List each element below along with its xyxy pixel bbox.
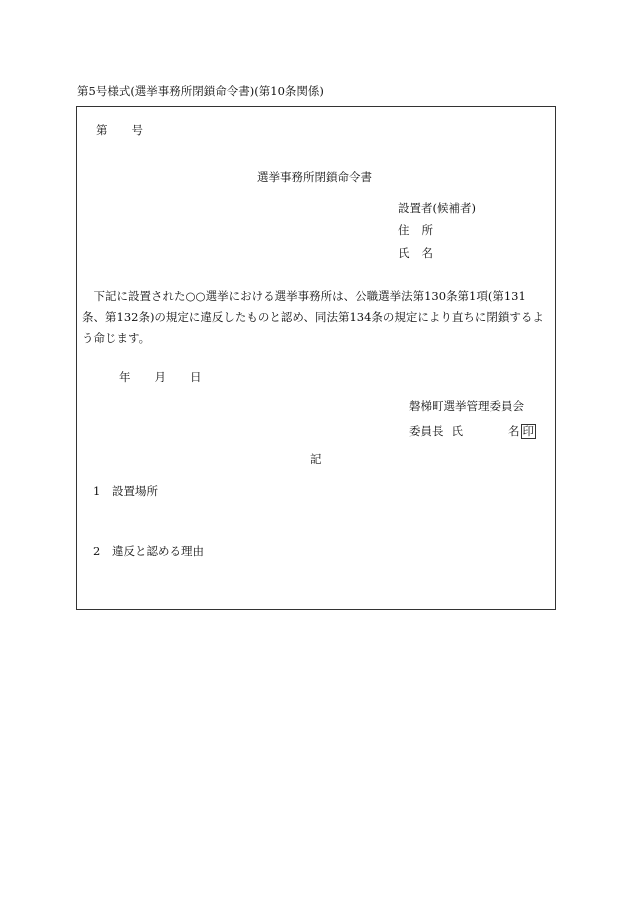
item-violation-reason <box>93 546 204 558</box>
date-year: 年 <box>119 370 131 384</box>
body-line-3: う命じます。 <box>82 331 151 345</box>
addressee-setter: 設置者(候補者) <box>398 201 476 215</box>
item-label: 設置場所 <box>112 484 158 498</box>
number-suffix: 号 <box>131 123 143 137</box>
seal-mark: 印 <box>522 424 534 438</box>
issuer-title: 委員長 <box>409 424 444 438</box>
issuer-name-char-1: 氏 <box>451 424 463 438</box>
issuer-signature-line <box>409 424 536 439</box>
body-line-2: 条、第132条)の規定に違反したものと認め、同法第134条の規定により直ちに閉鎖するよ <box>82 310 544 324</box>
item-number: 1 <box>93 484 101 498</box>
date-month: 月 <box>154 370 166 384</box>
addressee-name-char-1: 氏 <box>398 246 410 260</box>
document-number <box>96 125 143 137</box>
document-heading: 選挙事務所閉鎖命令書 <box>257 170 372 184</box>
addressee-address <box>398 225 433 237</box>
issuer-name-char-2: 名 <box>508 424 520 438</box>
item-number: 2 <box>93 544 101 558</box>
addressee-address-char-2: 所 <box>421 223 433 237</box>
number-prefix: 第 <box>96 123 108 137</box>
item-installation-location <box>93 486 158 498</box>
addressee-name-char-2: 名 <box>421 246 433 260</box>
date-day: 日 <box>190 370 202 384</box>
issuer-organization: 磐梯町選挙管理委員会 <box>409 399 524 413</box>
form-title: 第5号様式(選挙事務所閉鎖命令書)(第10条関係) <box>77 84 324 98</box>
addressee-address-char-1: 住 <box>398 223 410 237</box>
ki-heading: 記 <box>310 452 322 466</box>
addressee-name <box>398 248 433 260</box>
item-label: 違反と認める理由 <box>112 544 204 558</box>
date-line <box>119 372 202 384</box>
body-line-1: 下記に設置された○○選挙における選挙事務所は、公職選挙法第130条第1項(第131 <box>82 289 526 303</box>
order-body-text <box>82 286 550 349</box>
